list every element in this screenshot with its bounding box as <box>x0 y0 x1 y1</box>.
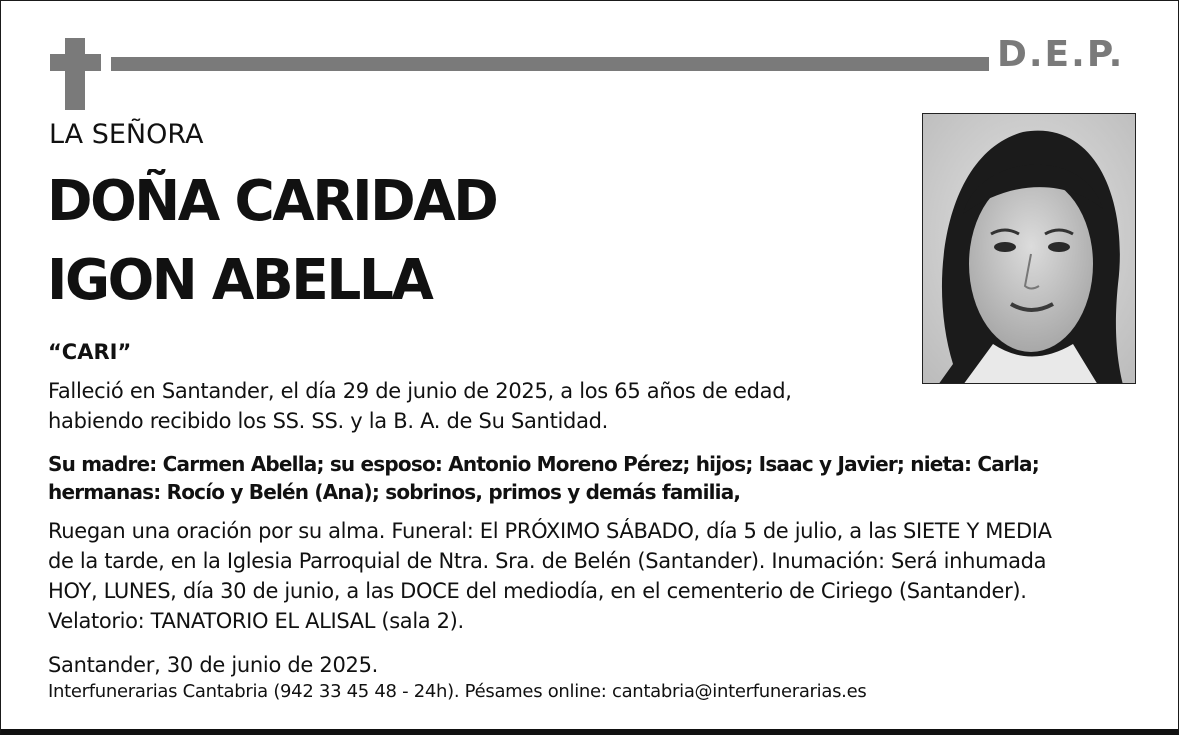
ceremony-line: HOY, LUNES, día 30 de junio, a las DOCE del mediodía, en el cementerio de Ciriego (Santander). <box>48 579 1027 603</box>
cross-vertical-bar <box>65 38 85 110</box>
deceased-name-line2: IGON ABELLA <box>47 248 432 313</box>
nickname: “CARI” <box>48 340 132 364</box>
ceremony-line: Velatorio: TANATORIO EL ALISAL (sala 2). <box>48 609 464 633</box>
dep-label: D.E.P. <box>997 34 1125 75</box>
funeral-home-footer: Interfunerarias Cantabria (942 33 45 48 - 24h). Pésames online: cantabria@interfunerarias.es <box>48 681 867 702</box>
ceremony-line: Ruegan una oración por su alma. Funeral: El PRÓXIMO SÁBADO, día 5 de julio, a las SIETE Y MEDIA <box>48 519 1052 543</box>
death-notice-line: habiendo recibido los SS. SS. y la B. A. de Su Santidad. <box>48 409 609 433</box>
honorific: LA SEÑORA <box>49 119 204 150</box>
death-notice-line: Falleció en Santander, el día 29 de junio de 2025, a los 65 años de edad, <box>48 379 792 403</box>
family-list <box>48 450 1039 506</box>
ceremony-line: de la tarde, en la Iglesia Parroquial de Ntra. Sra. de Belén (Santander). Inumación: Será inhumada <box>48 549 1047 573</box>
ceremony-details <box>48 516 1052 636</box>
cross-horizontal-bar <box>50 54 101 71</box>
portrait-photo <box>922 113 1136 384</box>
family-line: Su madre: Carmen Abella; su esposo: Antonio Moreno Pérez; hijos; Isaac y Javier; nieta: Carla; <box>48 452 1039 476</box>
death-notice <box>48 376 792 436</box>
portrait-image <box>923 114 1136 384</box>
family-line: hermanas: Rocío y Belén (Ana); sobrinos, primos y demás familia, <box>48 480 741 504</box>
deceased-name-line1: DOÑA CARIDAD <box>47 169 497 234</box>
header-rule <box>111 57 989 71</box>
place-date: Santander, 30 de junio de 2025. <box>48 653 379 677</box>
